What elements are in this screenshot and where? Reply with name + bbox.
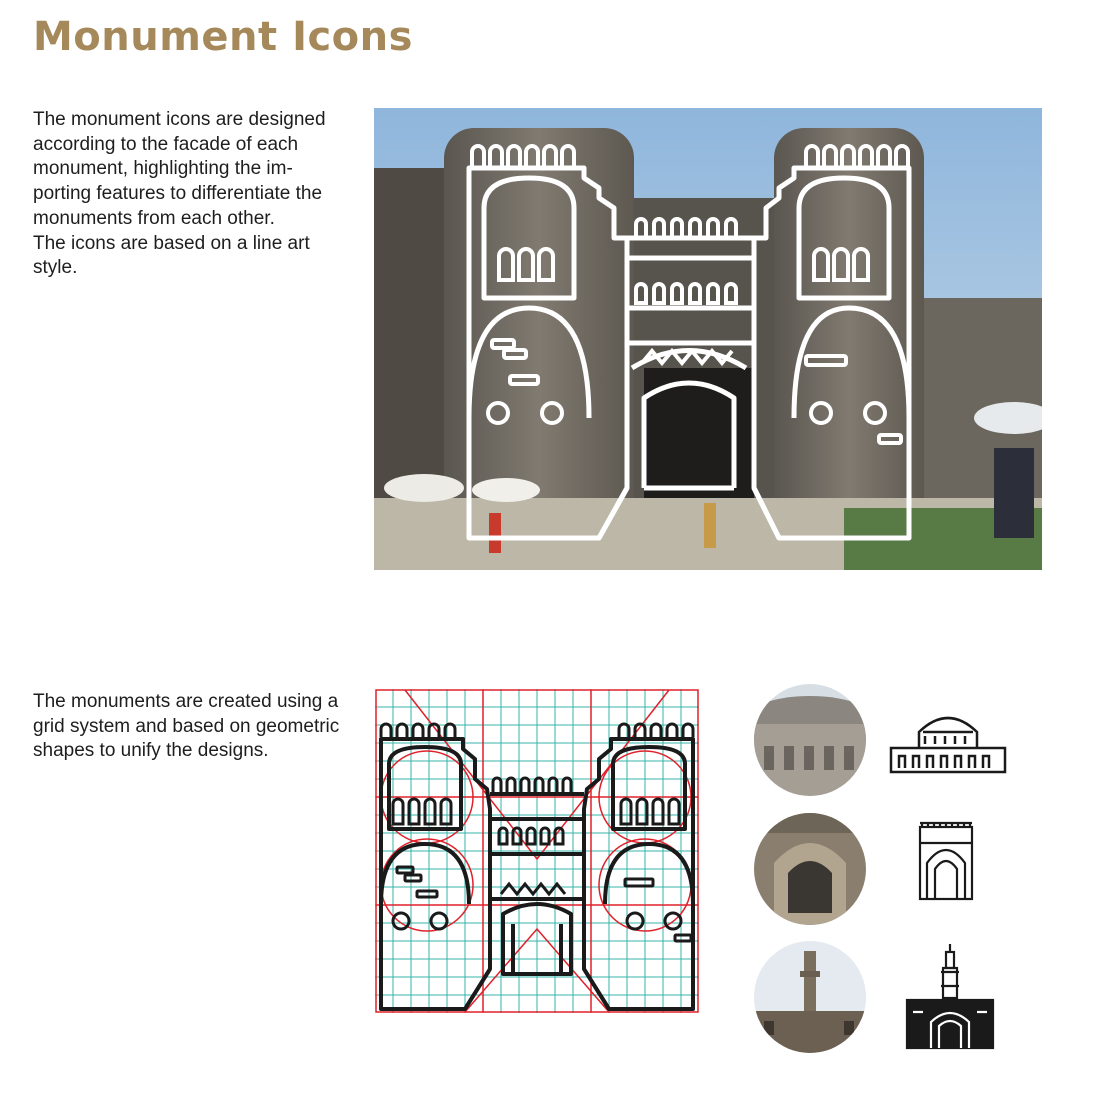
grid-construction-drawing — [375, 689, 699, 1013]
minaret-photo — [754, 941, 866, 1053]
arched-doorway-photo — [754, 813, 866, 925]
mosque-dome-photo — [754, 684, 866, 796]
intro-line: according to the facade of each — [33, 133, 299, 155]
grid-paragraph — [33, 690, 339, 764]
intro-line: style. — [33, 257, 78, 279]
minaret-mosque-icon — [903, 942, 997, 1055]
grid-line: grid system and based on geometric — [33, 715, 340, 737]
intro-line: The icons are based on a line art — [33, 232, 310, 254]
page-title: Monument Icons — [33, 14, 413, 60]
grid-line: shapes to unify the designs. — [33, 740, 269, 762]
grid-line: The monuments are created using a — [33, 691, 339, 712]
intro-line: The monument icons are designed — [33, 109, 326, 130]
intro-line: monuments from each other. — [33, 207, 275, 229]
intro-line: porting features to differentiate the — [33, 183, 323, 205]
arched-doorway-icon — [917, 819, 975, 906]
intro-paragraph — [33, 108, 326, 281]
mosque-dome-icon — [889, 706, 1007, 779]
intro-line: monument, highlighting the im- — [33, 158, 293, 180]
gate-photo-with-icon-overlay — [374, 108, 1042, 570]
